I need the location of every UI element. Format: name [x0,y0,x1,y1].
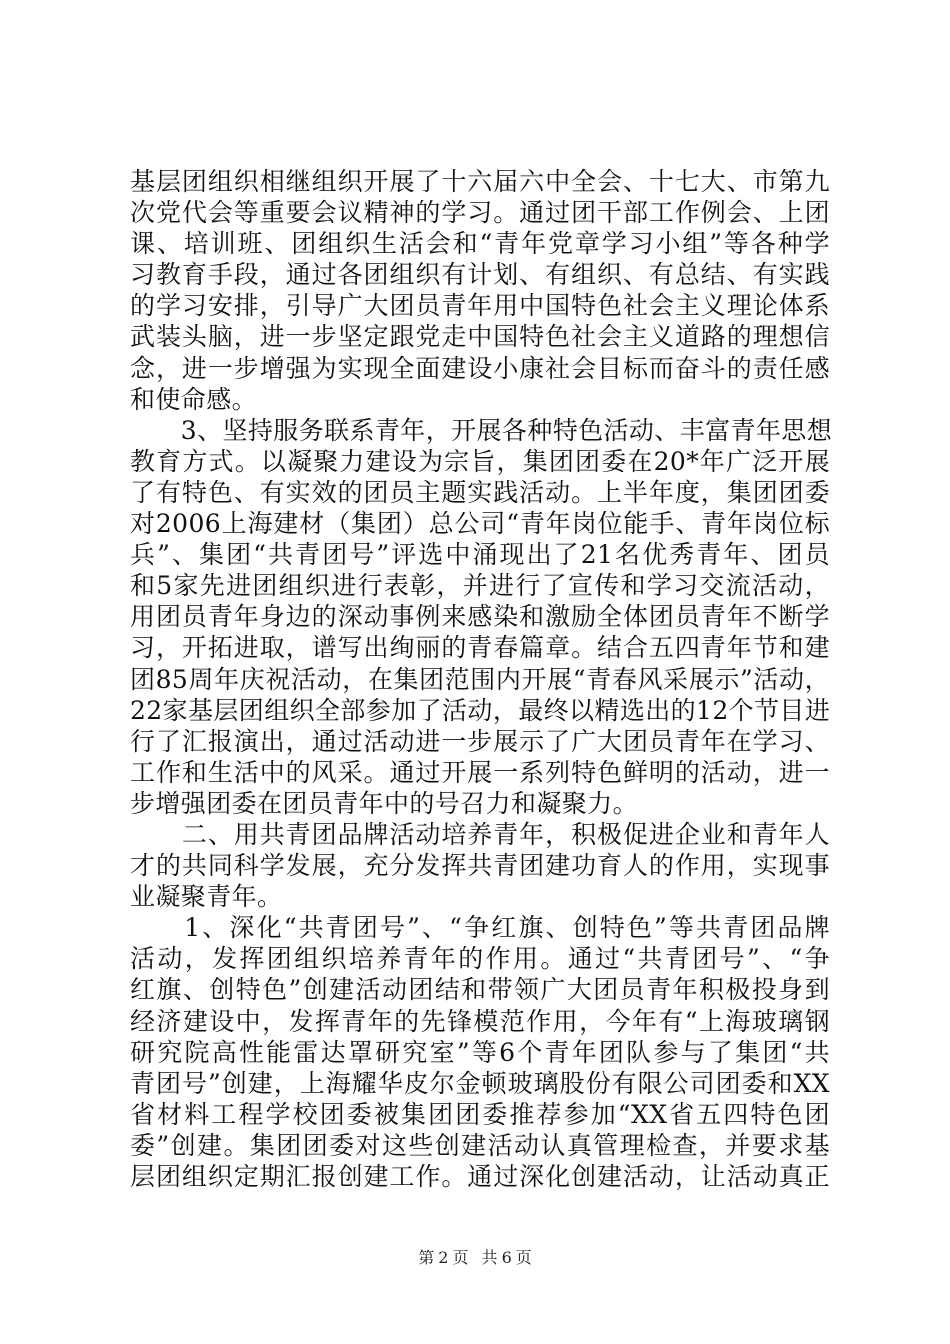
page-number: 2 [438,1248,449,1267]
text-line: 红旗、创特色”创建活动团结和带领广大团员青年积极投身到 [130,975,830,1005]
total-indicator [480,1248,534,1267]
text-line: 二、用共青团品牌活动培养青年，积极促进企业和青年人 [130,819,830,849]
page-footer [0,1245,950,1268]
total-prefix: 共 [481,1248,498,1267]
text-line: 经济建设中，发挥青年的先锋模范作用，今年有“上海玻璃钢 [130,1006,830,1036]
body-text [130,166,833,1192]
text-line: 青团号”创建，上海耀华皮尔金顿玻璃股份有限公司团委和XX [130,1068,830,1098]
text-line: 习教育手段，通过各团组织有计划、有组织、有总结、有实践 [130,260,830,290]
text-line: 武装头脑，进一步坚定跟党走中国特色社会主义道路的理想信 [130,322,830,352]
text-line: 课、培训班、团组织生活会和“青年党章学习小组”等各种学 [130,229,830,259]
total-pages: 6 [501,1248,512,1267]
text-line: 次党代会等重要会议精神的学习。通过团干部工作例会、上团 [130,198,830,228]
text-line: 22家基层团组织全部参加了活动，最终以精选出的12个节目进 [130,695,831,725]
text-line: 的学习安排，引导广大团员青年用中国特色社会主义理论体系 [130,291,830,321]
text-line: 习，开拓进取，谱写出绚丽的青春篇章。结合五四青年节和建 [130,633,830,663]
text-line: 教育方式。以凝聚力建设为宗旨，集团团委在20*年广泛开展 [130,446,830,476]
text-line: 活动，发挥团组织培养青年的作用。通过“共青团号”、“争 [130,944,830,974]
page-indicator [416,1248,470,1267]
text-line: 了有特色、有实效的团员主题实践活动。上半年度，集团团委 [130,477,830,507]
total-suffix: 页 [515,1248,532,1267]
text-line: 和5家先进团组织进行表彰，并进行了宣传和学习交流活动， [130,571,830,601]
text-line: 和使命感。 [130,384,258,414]
text-line: 用团员青年身边的深动事例来感染和激励全体团员青年不断学 [130,602,830,632]
text-line: 行了汇报演出，通过活动进一步展示了广大团员青年在学习、 [130,726,830,756]
text-line: 兵”、集团“共青团号”评选中涌现出了21名优秀青年、团员 [130,540,830,570]
page-suffix: 页 [452,1248,469,1267]
text-line: 对2006上海建材（集团）总公司“青年岗位能手、青年岗位标 [130,509,830,539]
text-line: 工作和生活中的风采。通过开展一系列特色鲜明的活动，进一 [130,757,830,787]
text-line: 念，进一步增强为实现全面建设小康社会目标而奋斗的责任感 [130,353,830,383]
text-line: 省材料工程学校团委被集团团委推荐参加“XX省五四特色团 [130,1099,830,1129]
text-line: 委”创建。集团团委对这些创建活动认真管理检查，并要求基 [130,1130,830,1160]
text-line: 1、深化“共青团号”、“争红旗、创特色”等共青团品牌 [130,913,830,943]
text-line: 团85周年庆祝活动，在集团范围内开展“青春风采展示”活动， [130,664,830,694]
text-line: 研究院高性能雷达罩研究室”等6个青年团队参与了集团“共 [130,1037,830,1067]
page-prefix: 第 [418,1248,435,1267]
text-line: 基层团组织相继组织开展了十六届六中全会、十七大、市第九 [130,167,830,196]
text-line: 步增强团委在团员青年中的号召力和凝聚力。 [130,788,639,818]
text-line: 层团组织定期汇报创建工作。通过深化创建活动，让活动真正 [130,1162,830,1191]
text-line: 3、坚持服务联系青年，开展各种特色活动、丰富青年思想 [130,415,833,445]
text-line: 业凝聚青年。 [130,882,283,912]
text-line: 才的共同科学发展，充分发挥共青团建功育人的作用，实现事 [130,851,830,881]
